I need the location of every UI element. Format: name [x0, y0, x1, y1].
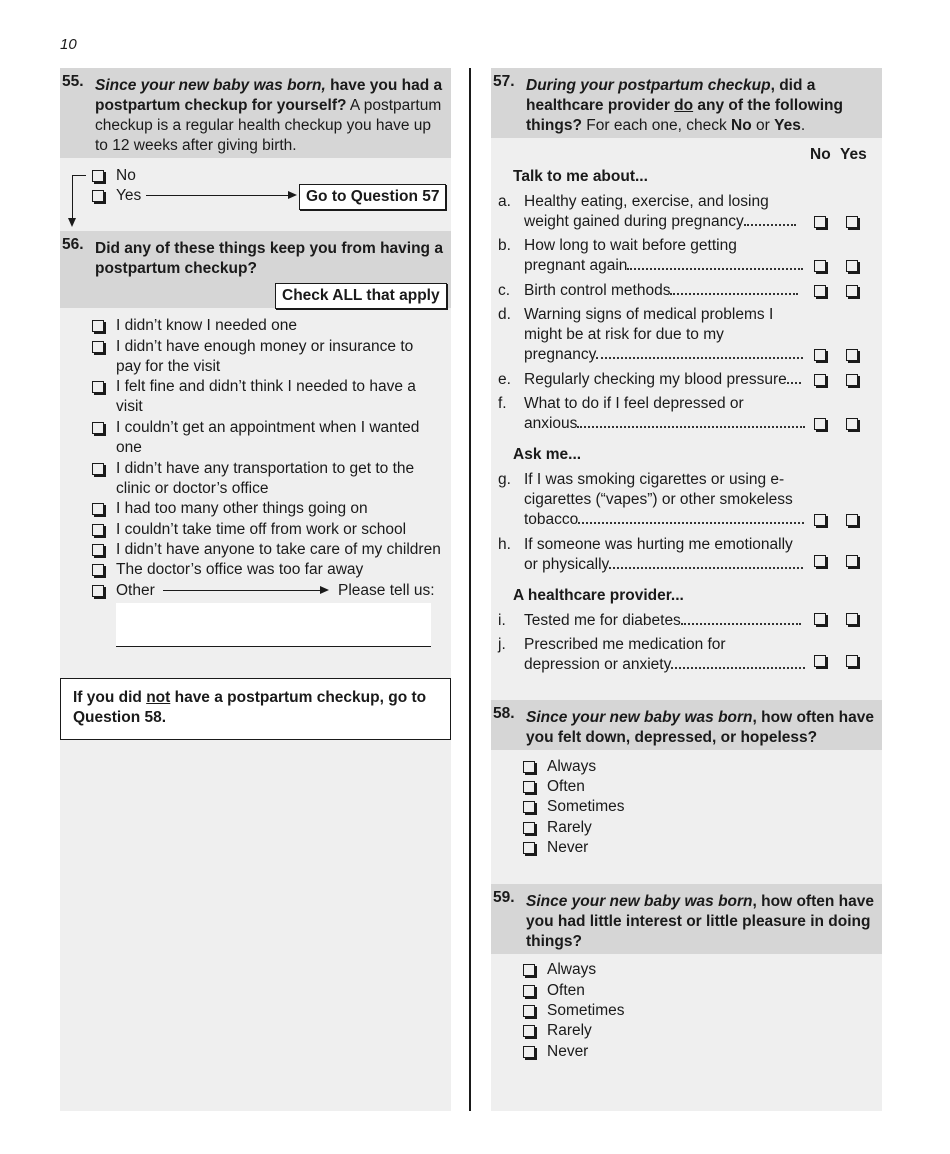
q58-option[interactable]: Sometimes: [523, 797, 625, 817]
q57-item-d: d. Warning signs of medical problems I might be at risk for due to my pregnancy: [498, 305, 868, 365]
checkbox[interactable]: [523, 985, 535, 997]
checkbox-no[interactable]: [814, 613, 826, 625]
q59-option[interactable]: Sometimes: [523, 1001, 625, 1021]
q57-item-i: i. Tested me for diabetes: [498, 611, 868, 631]
question-number: 56.: [62, 236, 84, 253]
checkbox-no[interactable]: [814, 655, 826, 667]
checkbox-no[interactable]: [814, 374, 826, 386]
page-number: 10: [60, 36, 77, 53]
question-56-text: Did any of these things keep you from having a postpartum checkup?: [95, 240, 443, 277]
checkbox[interactable]: [523, 1005, 535, 1017]
question-57-header: [491, 68, 882, 138]
group-heading: A healthcare provider...: [513, 587, 684, 604]
question-58-text: Since your new baby was born, how often have you felt down, depressed, or hopeless?: [526, 709, 874, 746]
checkbox[interactable]: [92, 503, 104, 515]
q59-option[interactable]: Rarely: [523, 1021, 592, 1041]
question-57-text: During your postpartum checkup, did a healthcare provider do any of the following things? For each one, check No or Yes.: [526, 77, 843, 134]
question-number: 59.: [493, 889, 515, 906]
checkbox[interactable]: [92, 524, 104, 536]
checkbox-yes[interactable]: [846, 374, 858, 386]
q57-item-c: c. Birth control methods: [498, 281, 868, 301]
checkbox[interactable]: [523, 1025, 535, 1037]
q57-item-g: g. If I was smoking cigarettes or using e-cigarettes (“vapes”) or other smokeless tobacco: [498, 470, 868, 530]
q58-option[interactable]: Often: [523, 777, 585, 797]
group-heading: Talk to me about...: [513, 168, 648, 185]
checkbox[interactable]: [523, 1046, 535, 1058]
checkbox-yes[interactable]: [846, 349, 858, 361]
checkbox-yes[interactable]: [846, 285, 858, 297]
q59-option[interactable]: Never: [523, 1042, 588, 1062]
q56-option-other[interactable]: Other: [92, 581, 155, 601]
group-heading: Ask me...: [513, 446, 582, 463]
q56-option[interactable]: I couldn’t get an appointment when I wanted one: [92, 418, 442, 458]
arrow-line: [163, 590, 320, 591]
question-58-header: [491, 700, 882, 750]
checkbox-no[interactable]: [814, 349, 826, 361]
q56-option[interactable]: I couldn’t take time off from work or school: [92, 520, 452, 540]
question-number: 57.: [493, 73, 515, 90]
question-number: 55.: [62, 73, 84, 90]
checkbox-yes[interactable]: [846, 260, 858, 272]
q56-option[interactable]: I didn’t have anyone to take care of my children: [92, 540, 452, 560]
checkbox[interactable]: [92, 544, 104, 556]
q56-option[interactable]: I had too many other things going on: [92, 499, 452, 519]
q57-item-a: a. Healthy eating, exercise, and losing weight gained during pregnancy: [498, 192, 868, 232]
checkbox[interactable]: [523, 964, 535, 976]
q57-item-e: e. Regularly checking my blood pressure: [498, 370, 868, 390]
other-text-field[interactable]: [116, 603, 431, 647]
q58-option[interactable]: Never: [523, 838, 588, 858]
q56-option[interactable]: I didn’t have enough money or insurance to pay for the visit: [92, 337, 442, 377]
checkbox-yes[interactable]: [846, 655, 858, 667]
checkbox[interactable]: [523, 842, 535, 854]
q56-option[interactable]: I didn’t know I needed one: [92, 316, 442, 336]
bracket-line: [72, 175, 73, 219]
checkbox-no[interactable]: [814, 260, 826, 272]
column-header-yes: Yes: [840, 146, 867, 163]
please-tell-label: Please tell us:: [338, 582, 435, 599]
checkbox[interactable]: [92, 463, 104, 475]
q56-option[interactable]: The doctor’s office was too far away: [92, 560, 452, 580]
checkbox[interactable]: [523, 801, 535, 813]
q59-option[interactable]: Always: [523, 960, 596, 980]
q58-option[interactable]: Always: [523, 757, 596, 777]
checkbox-no[interactable]: [814, 285, 826, 297]
checkbox-no[interactable]: [814, 514, 826, 526]
checkbox-no[interactable]: [814, 418, 826, 430]
checkbox[interactable]: [92, 585, 104, 597]
q59-option[interactable]: Often: [523, 981, 585, 1001]
q56-option[interactable]: I didn’t have any transportation to get to the clinic or doctor’s office: [92, 459, 442, 499]
checkbox[interactable]: [92, 170, 104, 182]
question-number: 58.: [493, 705, 515, 722]
question-55-header: [60, 68, 451, 158]
checkbox[interactable]: [92, 422, 104, 434]
checkbox[interactable]: [92, 381, 104, 393]
q55-option-no[interactable]: No: [92, 166, 136, 186]
q56-option[interactable]: I felt fine and didn’t think I needed to have a visit: [92, 377, 442, 417]
arrow-right-icon: [320, 586, 329, 594]
question-59-header: [491, 884, 882, 954]
bracket-line: [72, 175, 86, 176]
q58-option[interactable]: Rarely: [523, 818, 592, 838]
checkbox[interactable]: [92, 320, 104, 332]
q57-item-h: h. If someone was hurting me emotionally or physically: [498, 535, 868, 575]
column-divider: [469, 68, 471, 1111]
checkbox-yes[interactable]: [846, 613, 858, 625]
q57-item-f: f. What to do if I feel depressed or anxious: [498, 394, 868, 434]
checkbox-yes[interactable]: [846, 555, 858, 567]
checkbox[interactable]: [92, 564, 104, 576]
q55-option-yes[interactable]: Yes: [92, 186, 141, 206]
checkbox[interactable]: [523, 761, 535, 773]
checkbox-yes[interactable]: [846, 514, 858, 526]
check-all-instruction: Check ALL that apply: [275, 283, 447, 309]
q57-item-b: b. How long to wait before getting pregnant again: [498, 236, 868, 276]
checkbox[interactable]: [523, 781, 535, 793]
arrow-line: [146, 195, 288, 196]
goto-question-57: Go to Question 57: [299, 184, 446, 210]
checkbox[interactable]: [523, 822, 535, 834]
checkbox-no[interactable]: [814, 555, 826, 567]
arrow-down-icon: [68, 218, 76, 227]
column-header-no: No: [810, 146, 831, 163]
checkbox-no[interactable]: [814, 216, 826, 228]
arrow-right-icon: [288, 191, 297, 199]
question-59-text: Since your new baby was born, how often have you had little interest or little pleasure in doing things?: [526, 893, 874, 950]
checkbox-yes[interactable]: [846, 216, 858, 228]
checkbox[interactable]: [92, 190, 104, 202]
question-55-text: Since your new baby was born, have you had a postpartum checkup for yourself? A postpartum checkup is a regular health checkup you have up to 12 weeks after giving birth.: [95, 77, 443, 154]
checkbox-yes[interactable]: [846, 418, 858, 430]
q57-item-j: j. Prescribed me medication for depression or anxiety: [498, 635, 868, 675]
checkbox[interactable]: [92, 341, 104, 353]
skip-instruction: If you did not have a postpartum checkup, go to Question 58.: [60, 678, 451, 740]
